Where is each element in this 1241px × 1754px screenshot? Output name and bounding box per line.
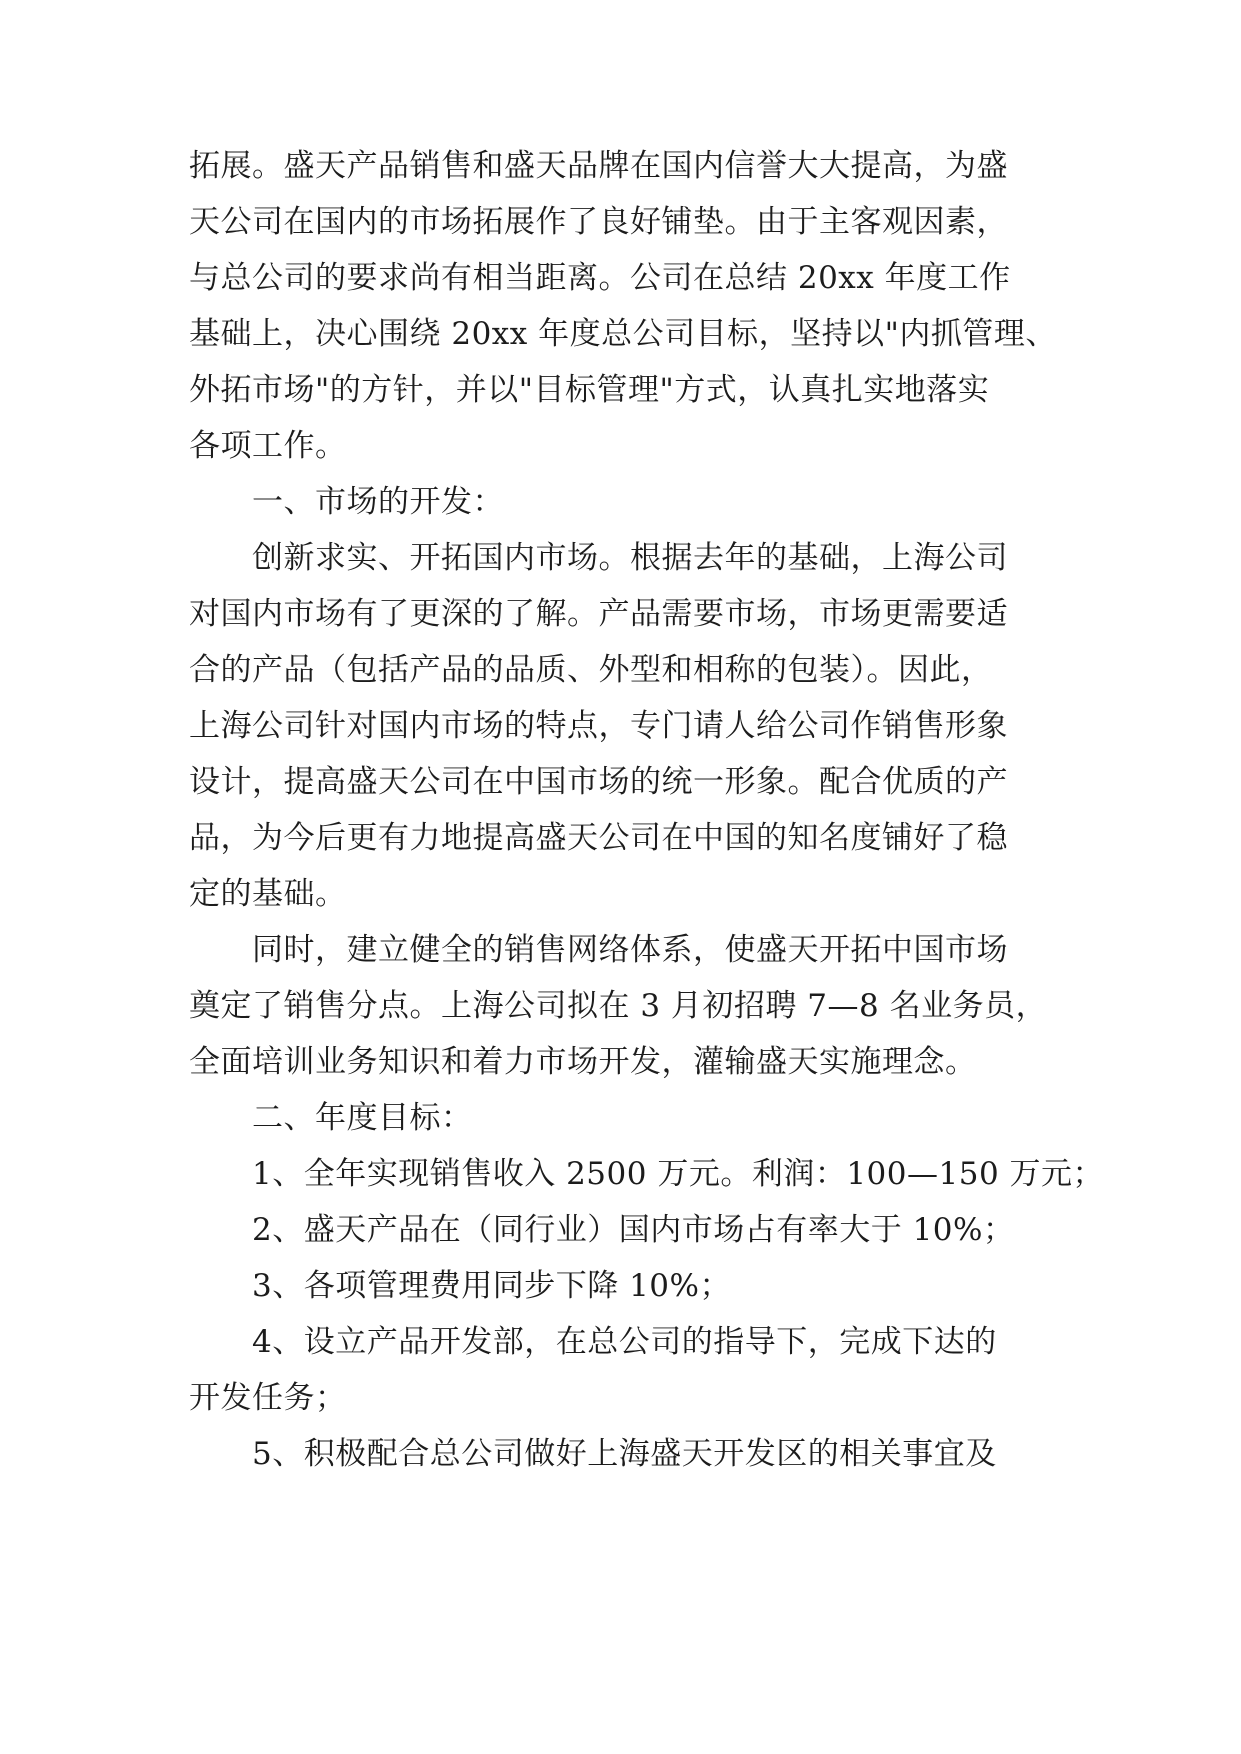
text-line: 对国内市场有了更深的了解。产品需要市场，市场更需要适 <box>189 596 1008 632</box>
section-heading: 一、市场的开发： <box>252 484 504 520</box>
text-line: 品，为今后更有力地提高盛天公司在中国的知名度铺好了稳 <box>189 820 1008 856</box>
list-item: 5、积极配合总公司做好上海盛天开发区的相关事宜及 <box>252 1436 997 1472</box>
list-item: 3、各项管理费用同步下降 10%； <box>252 1268 731 1304</box>
text-line: 同时，建立健全的销售网络体系，使盛天开拓中国市场 <box>252 932 1008 968</box>
text-line: 外拓市场"的方针，并以"目标管理"方式，认真扎实地落实 <box>189 372 990 408</box>
text-line: 全面培训业务知识和着力市场开发，灌输盛天实施理念。 <box>189 1044 977 1080</box>
text-line: 各项工作。 <box>189 428 347 464</box>
text-line: 拓展。盛天产品销售和盛天品牌在国内信誉大大提高，为盛 <box>189 148 1008 184</box>
text-line: 创新求实、开拓国内市场。根据去年的基础，上海公司 <box>252 540 1008 576</box>
text-line: 天公司在国内的市场拓展作了良好铺垫。由于主客观因素， <box>189 204 1008 240</box>
list-item: 4、设立产品开发部，在总公司的指导下，完成下达的 <box>252 1324 997 1360</box>
text-line: 定的基础。 <box>189 876 347 912</box>
list-item: 1、全年实现销售收入 2500 万元。利润：100—150 万元； <box>252 1156 1105 1192</box>
text-line: 开发任务； <box>189 1380 347 1416</box>
section-heading: 二、年度目标： <box>252 1100 473 1136</box>
text-line: 设计，提高盛天公司在中国市场的统一形象。配合优质的产 <box>189 764 1008 800</box>
text-line: 上海公司针对国内市场的特点，专门请人给公司作销售形象 <box>189 708 1008 744</box>
text-line: 与总公司的要求尚有相当距离。公司在总结 20xx 年度工作 <box>189 260 1011 296</box>
list-item: 2、盛天产品在（同行业）国内市场占有率大于 10%； <box>252 1212 1015 1248</box>
text-line: 基础上，决心围绕 20xx 年度总公司目标，坚持以"内抓管理、 <box>189 316 1057 352</box>
text-line: 奠定了销售分点。上海公司拟在 3 月初招聘 7—8 名业务员， <box>189 988 1048 1024</box>
text-line: 合的产品（包括产品的品质、外型和相称的包装）。因此， <box>189 652 993 688</box>
